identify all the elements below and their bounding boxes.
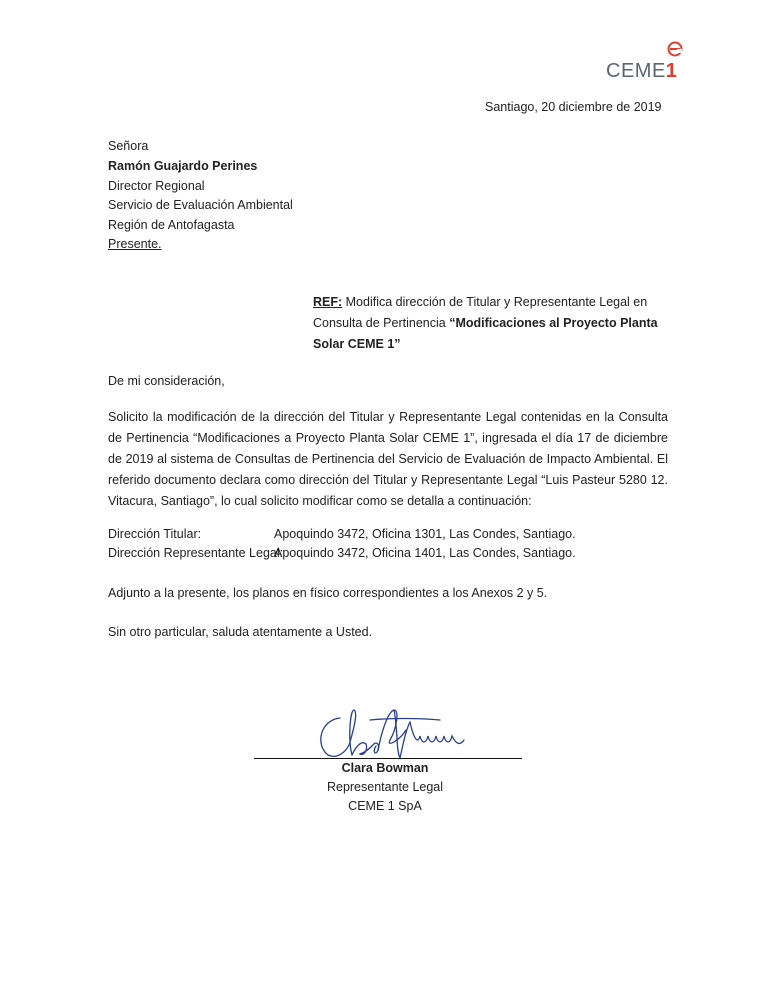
address-label: Dirección Titular: bbox=[108, 527, 202, 541]
closing-line: Sin otro particular, saluda atentamente a Usted. bbox=[108, 625, 373, 639]
signatory-title: Representante Legal bbox=[326, 780, 444, 794]
letter-date: Santiago, 20 diciembre de 2019 bbox=[485, 100, 662, 114]
company-logo bbox=[606, 40, 686, 84]
recipient-presente: Presente. bbox=[108, 237, 162, 251]
logo-e-icon bbox=[666, 40, 684, 58]
recipient-organization: Servicio de Evaluación Ambiental bbox=[108, 198, 293, 212]
signatory-block bbox=[300, 759, 470, 816]
address-row-representante bbox=[108, 546, 576, 560]
recipient-role: Director Regional bbox=[108, 179, 205, 193]
signatory-name: Clara Bowman bbox=[341, 761, 429, 775]
body-paragraph: Solicito la modificación de la dirección del Titular y Representante Legal contenidas en la Consulta de Pertinencia “Modificaciones a Proyecto Planta Solar CEME 1”, ingresada el día 17 de diciembre de 2019 al sistema de Consultas de Pertinencia del Servicio de Evaluación de Impacto Ambiental. El referido documento declara como dirección del Titular y Representante Legal “Luis Pasteur 5280 12. Vitacura, Santiago”, lo cual solicito modificar como se detalla a continuación: bbox=[108, 410, 668, 508]
reference-label: REF: bbox=[313, 295, 343, 309]
address-row-titular bbox=[108, 527, 576, 541]
recipient-name: Ramón Guajardo Perines bbox=[108, 159, 258, 173]
address-value: Apoquindo 3472, Oficina 1401, Las Condes, Santiago. bbox=[274, 546, 576, 560]
recipient-salutation: Señora bbox=[108, 139, 149, 153]
attachment-note: Adjunto a la presente, los planos en físico correspondientes a los Anexos 2 y 5. bbox=[108, 586, 548, 600]
logo-wordmark: CEME1 bbox=[606, 60, 678, 82]
recipient-region: Región de Antofagasta bbox=[108, 218, 235, 232]
reference-project: “Modificaciones al Proyecto Planta Solar CEME 1” bbox=[313, 316, 658, 351]
reference-block bbox=[313, 292, 663, 355]
address-value: Apoquindo 3472, Oficina 1301, Las Condes, Santiago. bbox=[274, 527, 576, 541]
address-label: Dirección Representante Legal: bbox=[108, 546, 284, 560]
reference-text: Modifica dirección de Titular y Representante Legal en Consulta de Pertinencia bbox=[313, 295, 648, 330]
signatory-company: CEME 1 SpA bbox=[348, 799, 422, 813]
greeting: De mi consideración, bbox=[108, 374, 225, 388]
